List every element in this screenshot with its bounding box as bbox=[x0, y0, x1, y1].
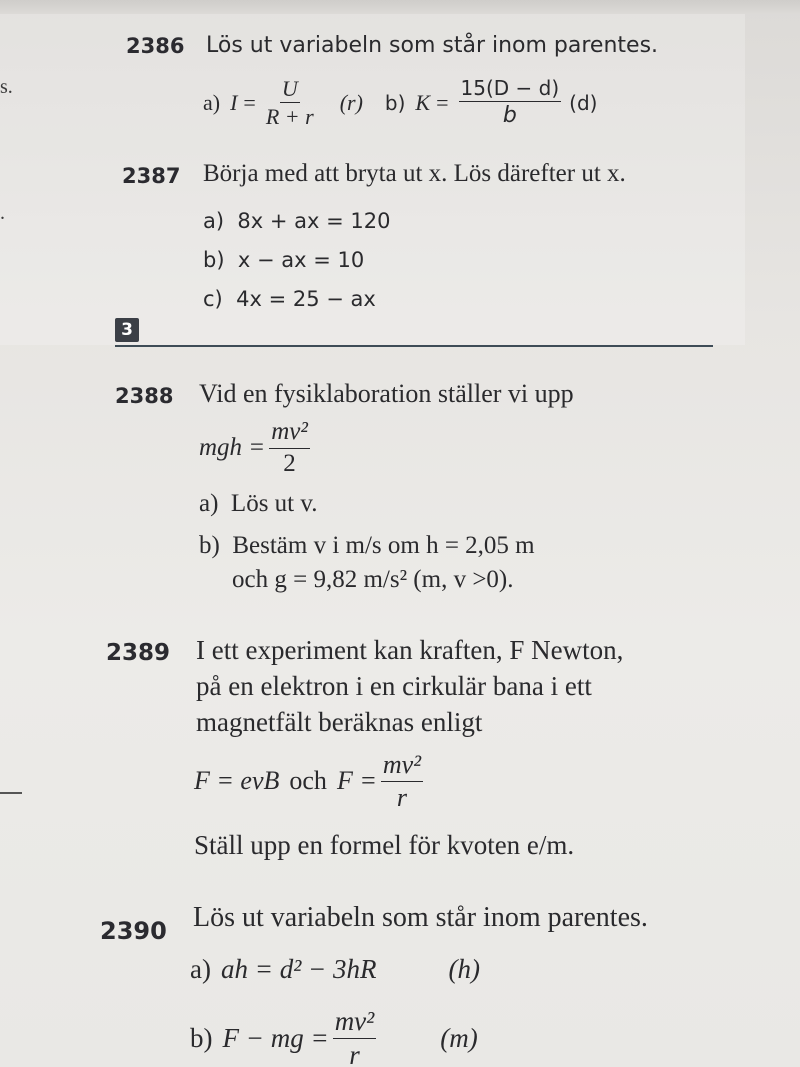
item-label: b) bbox=[384, 90, 406, 115]
text-line: I ett experiment kan kraften, F Newton, bbox=[196, 635, 624, 665]
level-badge: 3 bbox=[115, 318, 139, 342]
item-label: b) bbox=[199, 532, 220, 559]
item-label: a) bbox=[199, 490, 219, 517]
solve-variable: (m) bbox=[440, 1023, 478, 1054]
subproblem-a: a) I = $\frac{U}{R + r}$ (r) b) K = $\frac{15(D - d)}{b}$ (d) bbox=[203, 76, 598, 130]
equation-lhs: mgh = bbox=[199, 434, 266, 462]
solve-variable: (d) bbox=[569, 90, 598, 115]
fraction-denominator: 2 bbox=[283, 449, 296, 477]
equation-lhs: F − mg = bbox=[222, 1023, 329, 1054]
equation: x − ax = 10 bbox=[237, 248, 365, 272]
equation: F = evB bbox=[194, 766, 280, 796]
subproblem-text: Lös ut v. bbox=[230, 490, 318, 517]
item-label: a) bbox=[190, 954, 211, 984]
left-margin-fragment: s. bbox=[0, 76, 13, 98]
fraction-denominator: r bbox=[349, 1040, 360, 1067]
equation: ah = d² − 3hR bbox=[220, 954, 377, 984]
subproblem-text: Bestäm v i m/s om h = 2,05 m bbox=[232, 532, 535, 559]
text-line: på en elektron i en cirkulär bana i ett bbox=[196, 671, 592, 701]
subproblem-a bbox=[199, 490, 318, 518]
equation-lhs: I bbox=[230, 89, 238, 115]
subproblem-a bbox=[190, 954, 480, 985]
text-line: magnetfält beräknas enligt bbox=[196, 707, 483, 737]
subproblem-b bbox=[190, 1006, 478, 1067]
fraction bbox=[381, 750, 423, 813]
problem-text: Lös ut variabeln som står inom parentes. bbox=[193, 902, 648, 933]
problem-task: Ställ upp en formel för kvoten e/m. bbox=[194, 830, 575, 860]
problem-number: 2387 bbox=[122, 164, 181, 188]
problem-number: 2386 bbox=[126, 34, 185, 58]
fraction-denominator: b bbox=[502, 103, 517, 129]
equation-pair bbox=[194, 750, 427, 813]
subproblem-text-line: och g = 9,82 m/s² (m, v >0). bbox=[232, 566, 514, 593]
fraction bbox=[266, 76, 314, 130]
solve-variable: (r) bbox=[339, 89, 363, 115]
section-divider bbox=[115, 345, 713, 347]
problem-text: Börja med att bryta ut x. Lös därefter ut x. bbox=[203, 160, 626, 187]
fraction-numerator: U bbox=[280, 76, 300, 103]
left-margin-fragment: . bbox=[0, 202, 5, 224]
fraction bbox=[459, 77, 562, 128]
equation-lhs: K bbox=[415, 89, 431, 115]
fraction-denominator: R + r bbox=[265, 104, 314, 130]
equation: 8x + ax = 120 bbox=[237, 209, 391, 233]
conjunction: och bbox=[289, 766, 327, 796]
problem-text bbox=[196, 632, 623, 740]
solve-variable: (h) bbox=[448, 954, 480, 984]
equation bbox=[199, 418, 314, 479]
problem-number: 2388 bbox=[115, 384, 174, 408]
equation: 4x = 25 − ax bbox=[236, 287, 376, 311]
page-top-edge bbox=[0, 0, 800, 14]
list-item: a) 8x + ax = 120 bbox=[203, 209, 391, 233]
problem-text: Lös ut variabeln som står inom parentes. bbox=[206, 33, 659, 58]
problem-number: 2390 bbox=[100, 917, 167, 945]
fraction-numerator: mv² bbox=[333, 1006, 377, 1039]
item-label: b) bbox=[190, 1023, 213, 1054]
fraction-numerator: 15(D − d) bbox=[460, 76, 560, 101]
fraction-numerator: mv² bbox=[269, 418, 310, 449]
item-label: a) bbox=[203, 89, 221, 115]
equation-lhs: F = bbox=[336, 766, 377, 796]
equation-list bbox=[203, 202, 390, 319]
fraction-denominator: r bbox=[396, 782, 407, 812]
list-item: b) x − ax = 10 bbox=[203, 248, 365, 272]
left-margin-dash bbox=[0, 792, 22, 794]
fraction-numerator: mv² bbox=[381, 750, 423, 782]
fraction bbox=[269, 418, 310, 479]
problem-text: Vid en fysiklaboration ställer vi upp bbox=[199, 379, 574, 408]
subproblem-b bbox=[199, 532, 535, 560]
list-item: c) 4x = 25 − ax bbox=[203, 287, 376, 311]
problem-number: 2389 bbox=[106, 640, 171, 666]
fraction bbox=[333, 1006, 377, 1067]
